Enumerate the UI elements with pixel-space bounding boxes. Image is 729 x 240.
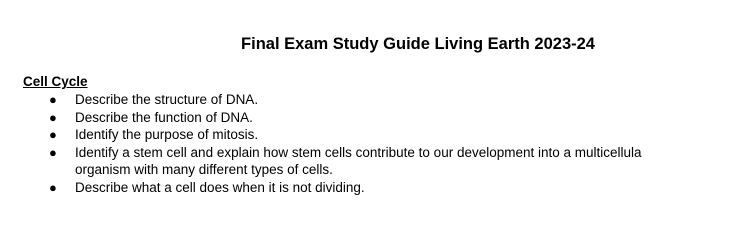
list-item (0, 144, 729, 179)
list-item-text: Identify the purpose of mitosis. (75, 127, 259, 142)
list-item-text: Describe the structure of DNA. (75, 92, 259, 107)
list-item-text-continued: organism with many different types of cells. (75, 162, 333, 177)
bullet-icon: ● (49, 127, 57, 142)
bullet-icon: ● (49, 92, 57, 107)
bullet-icon: ● (49, 179, 57, 195)
cell-cycle-bullet-list (0, 91, 729, 196)
section-heading-cell-cycle: Cell Cycle (23, 74, 88, 89)
list-item-text: Describe the function of DNA. (75, 109, 253, 125)
list-item-text: Identify a stem cell and explain how stem cells contribute to our development into a multicellula (75, 144, 642, 160)
list-item (0, 126, 729, 144)
list-item (0, 91, 729, 109)
list-item-text: Describe what a cell does when it is not dividing. (75, 179, 365, 195)
bullet-icon: ● (49, 109, 57, 125)
bullet-icon: ● (49, 144, 57, 160)
page-title: Final Exam Study Guide Living Earth 2023-24 (241, 35, 595, 53)
list-item (0, 179, 729, 197)
list-item (0, 109, 729, 127)
